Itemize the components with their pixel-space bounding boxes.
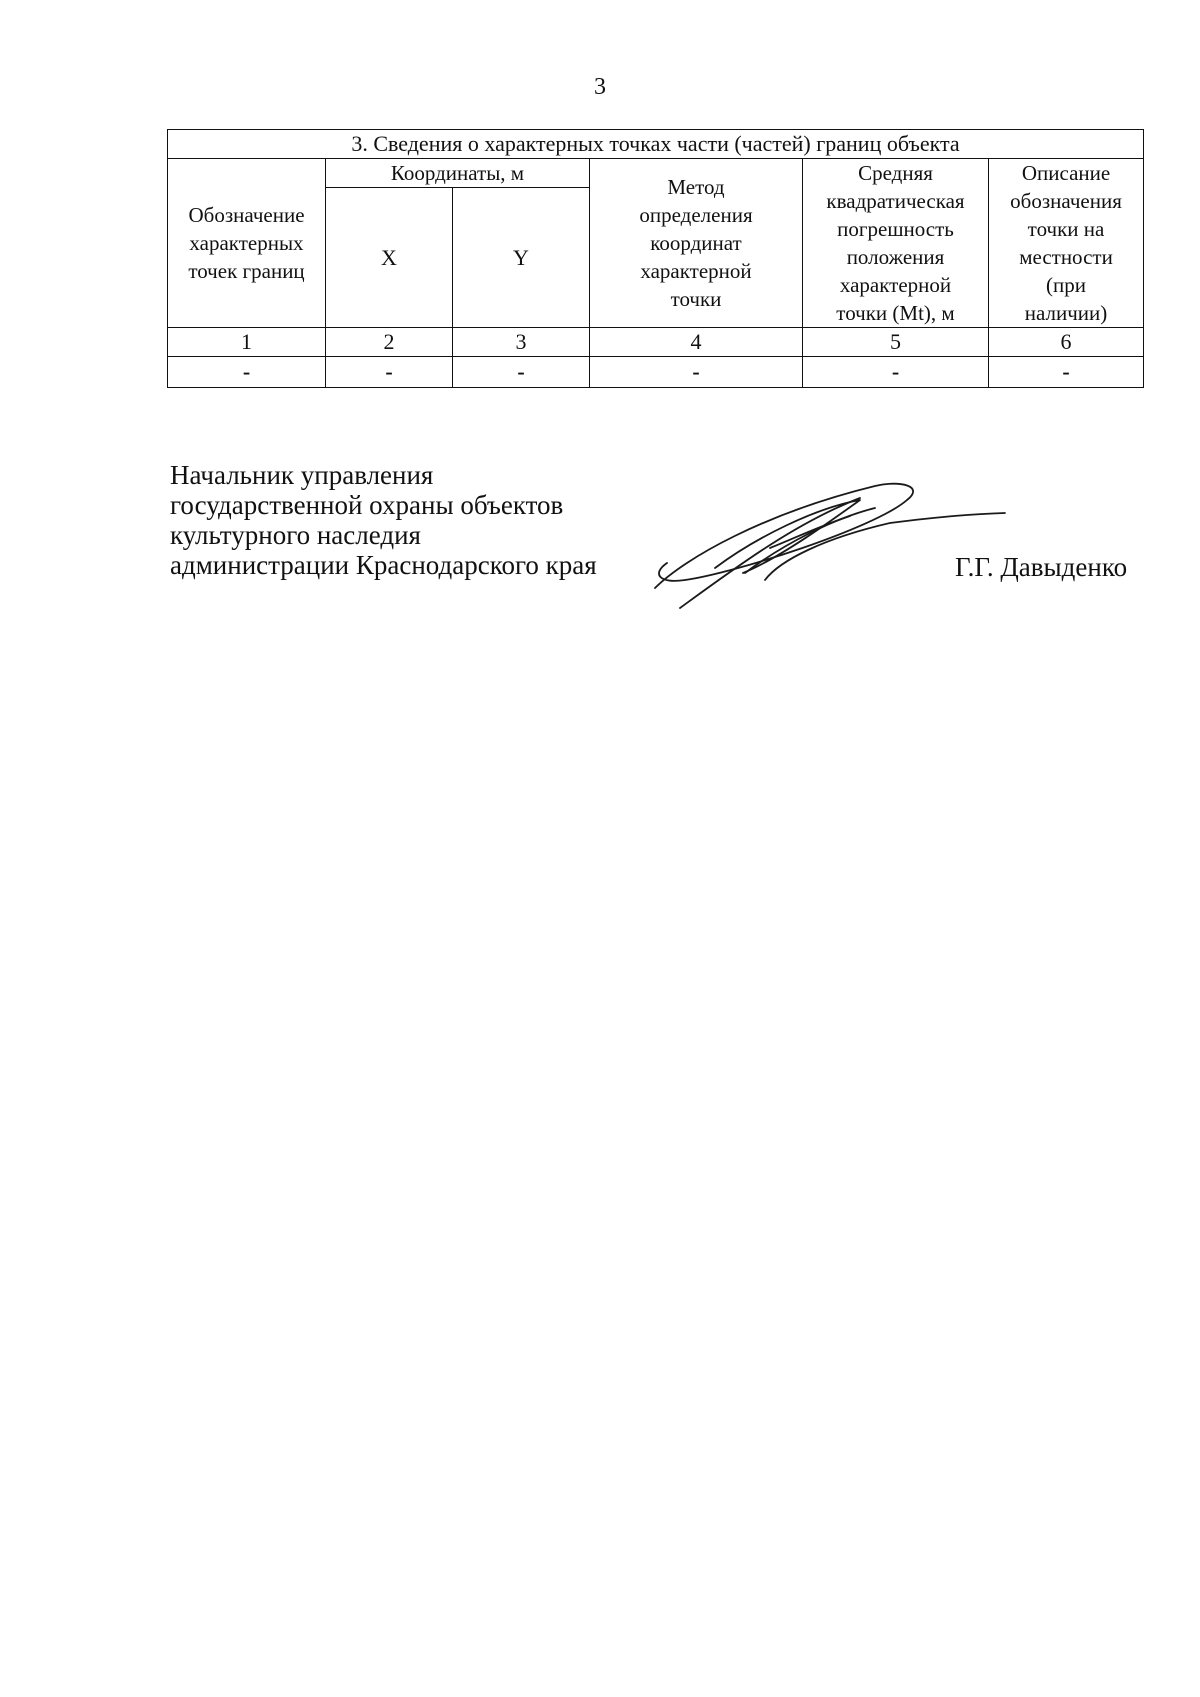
column-number: 5: [803, 328, 989, 357]
table-cell: -: [326, 357, 453, 388]
signatory-position-line: администрации Краснодарского края: [170, 550, 597, 580]
table-row: [168, 357, 1144, 388]
table-title: 3. Сведения о характерных точках части (частей) границ объекта: [168, 130, 1144, 159]
header-designation: Обозначение характерных точек границ: [168, 159, 326, 328]
characteristic-points-table: [167, 129, 1144, 388]
header-coordinates: Координаты, м: [326, 159, 590, 188]
table-cell: -: [590, 357, 803, 388]
signatory-position-line: Начальник управления: [170, 460, 434, 490]
column-number: 3: [453, 328, 590, 357]
handwritten-signature: [645, 478, 1015, 613]
header-error: Средняя квадратическая погрешность положения характерной точки (Mt), м: [803, 159, 989, 328]
header-y: Y: [453, 188, 590, 328]
page-number: 3: [594, 74, 606, 100]
signatory-name: Г.Г. Давыденко: [955, 552, 1128, 582]
table-cell: -: [803, 357, 989, 388]
table-cell: -: [168, 357, 326, 388]
header-method: Метод определения координат характерной точки: [590, 159, 803, 328]
table-cell: -: [989, 357, 1144, 388]
column-number: 6: [989, 328, 1144, 357]
header-description: Описание обозначения точки на местности (при наличии): [989, 159, 1144, 328]
column-number: 4: [590, 328, 803, 357]
column-number: 2: [326, 328, 453, 357]
column-number: 1: [168, 328, 326, 357]
signatory-position: [170, 460, 597, 580]
table-cell: -: [453, 357, 590, 388]
header-x: X: [326, 188, 453, 328]
signatory-position-line: государственной охраны объектов: [170, 490, 564, 520]
signatory-position-line: культурного наследия: [170, 520, 421, 550]
